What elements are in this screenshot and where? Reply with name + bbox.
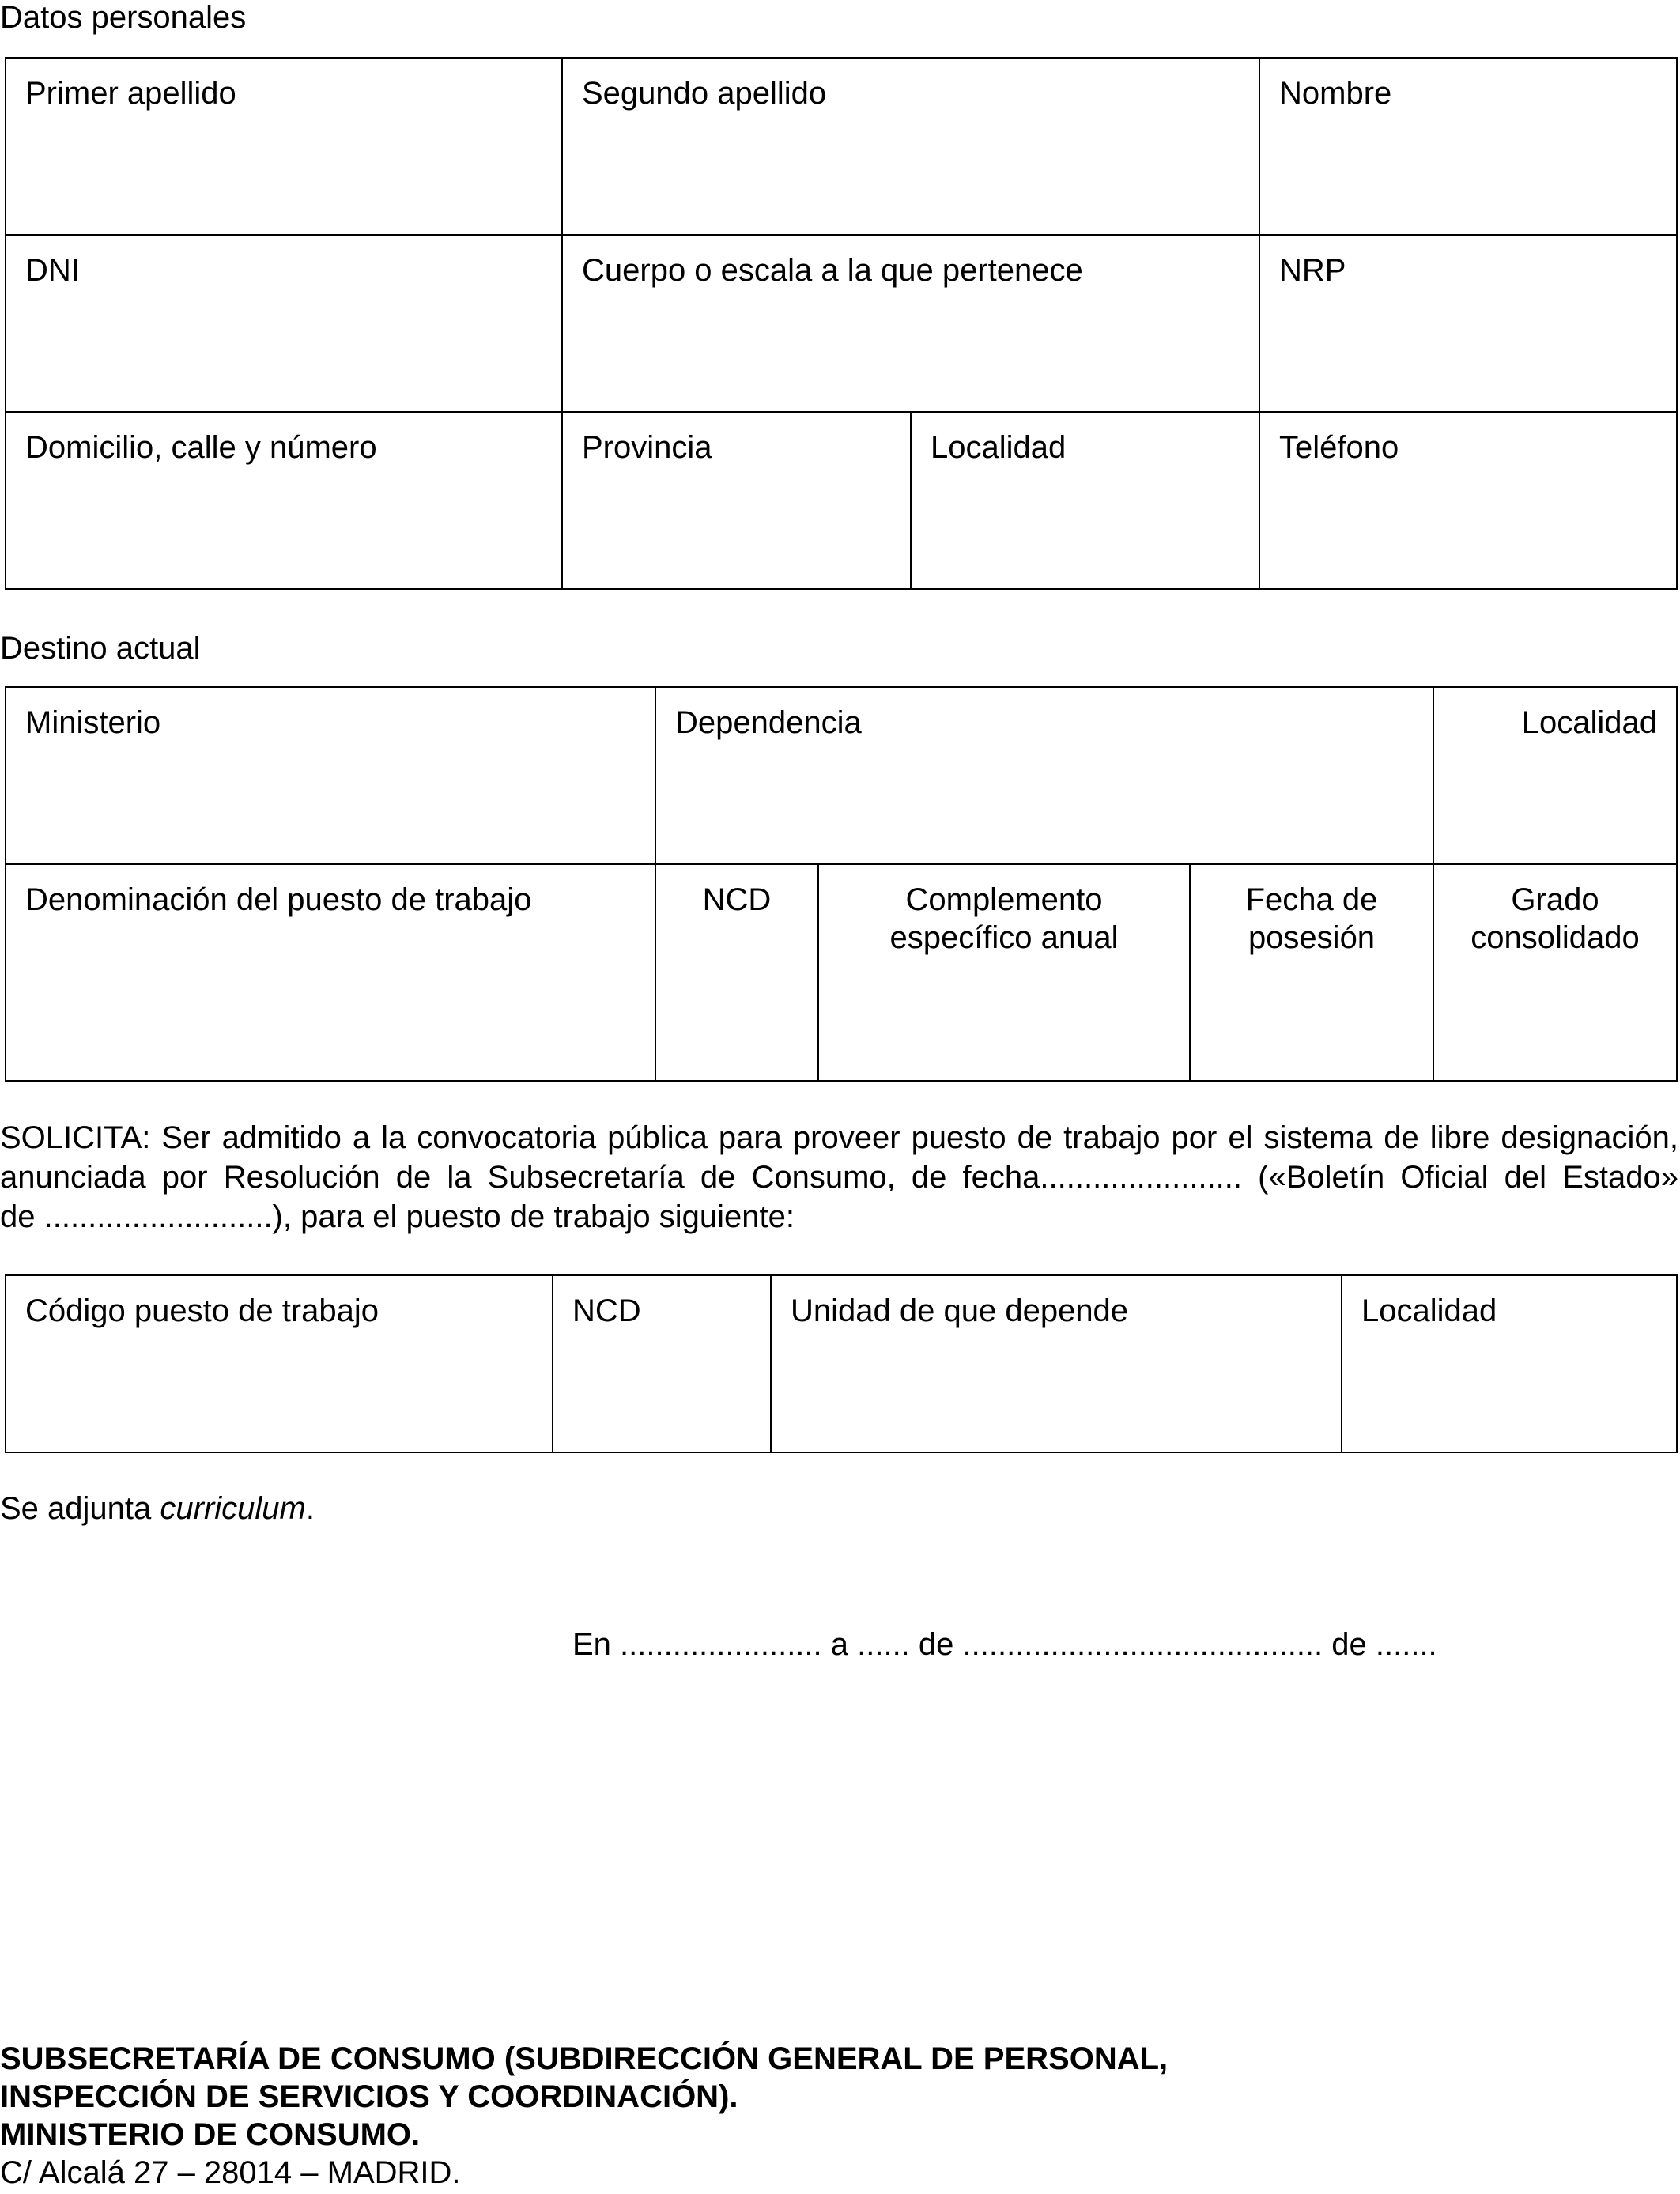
label-line: consolidado <box>1470 920 1640 955</box>
table-row <box>6 235 1677 412</box>
field-codigo-puesto[interactable]: Código puesto de trabajo <box>6 1275 553 1452</box>
attachment-prefix: Se adjunta <box>0 1491 160 1526</box>
field-segundo-apellido[interactable]: Segundo apellido <box>562 58 1259 235</box>
field-localidad[interactable]: Localidad <box>911 412 1259 589</box>
field-dni[interactable]: DNI <box>6 235 562 412</box>
footer-address <box>0 2040 1168 2192</box>
table-row <box>6 1275 1677 1452</box>
solicita-paragraph <box>0 1118 1678 1237</box>
paragraph-line: SOLICITA: Ser admitido a la convocatoria pública para proveer puesto de trabajo por el sistema de libre designación, <box>0 1120 1678 1155</box>
field-complemento-especifico[interactable] <box>818 864 1190 1081</box>
section-title-destino-actual: Destino actual <box>0 631 201 666</box>
field-unidad-depende[interactable]: Unidad de que depende <box>771 1275 1342 1452</box>
field-localidad-destino[interactable]: Localidad <box>1433 687 1677 864</box>
label-line: Fecha de <box>1245 882 1378 917</box>
field-cuerpo-escala[interactable]: Cuerpo o escala a la que pertenece <box>562 235 1259 412</box>
field-domicilio[interactable]: Domicilio, calle y número <box>6 412 562 589</box>
label-line: posesión <box>1248 920 1376 955</box>
field-dependencia[interactable]: Dependencia <box>655 687 1433 864</box>
label-line: Complemento <box>905 882 1103 917</box>
footer-line-2: INSPECCIÓN DE SERVICIOS Y COORDINACIÓN). <box>0 2079 738 2114</box>
field-grado-consolidado[interactable] <box>1433 864 1677 1081</box>
footer-line-1: SUBSECRETARÍA DE CONSUMO (SUBDIRECCIÓN GENERAL DE PERSONAL, <box>0 2041 1168 2076</box>
table-row <box>6 58 1677 235</box>
requested-post-table <box>5 1274 1678 1453</box>
field-telefono[interactable]: Teléfono <box>1259 412 1677 589</box>
field-ncd-solicitado[interactable]: NCD <box>553 1275 771 1452</box>
field-ncd[interactable]: NCD <box>655 864 818 1081</box>
field-denominacion-puesto[interactable]: Denominación del puesto de trabajo <box>6 864 655 1081</box>
field-localidad-solicitada[interactable]: Localidad <box>1342 1275 1677 1452</box>
attachment-suffix: . <box>305 1491 315 1526</box>
personal-data-table <box>5 57 1678 590</box>
date-line[interactable]: En ....................... a ...... de ......................................... de ....... <box>572 1627 1437 1662</box>
table-row <box>6 864 1677 1081</box>
table-row <box>6 412 1677 589</box>
field-fecha-posesion[interactable] <box>1190 864 1433 1081</box>
section-title-datos-personales: Datos personales <box>0 0 247 35</box>
field-provincia[interactable]: Provincia <box>562 412 911 589</box>
table-row <box>6 687 1677 864</box>
field-ministerio[interactable]: Ministerio <box>6 687 655 864</box>
footer-line-3: MINISTERIO DE CONSUMO. <box>0 2117 421 2152</box>
label-line: específico anual <box>889 920 1119 955</box>
current-post-table <box>5 686 1678 1082</box>
paragraph-line: de ..........................), para el puesto de trabajo siguiente: <box>0 1199 795 1234</box>
label-line: Grado <box>1511 882 1599 917</box>
field-primer-apellido[interactable]: Primer apellido <box>6 58 562 235</box>
footer-line-4: C/ Alcalá 27 – 28014 – MADRID. <box>0 2155 461 2190</box>
field-nombre[interactable]: Nombre <box>1259 58 1677 235</box>
attachment-note <box>0 1490 315 1527</box>
attachment-italic: curriculum <box>160 1491 306 1526</box>
field-nrp[interactable]: NRP <box>1259 235 1677 412</box>
paragraph-line: anunciada por Resolución de la Subsecretaría de Consumo, de fecha....................... («Boletín Oficial del Estado» <box>0 1160 1678 1195</box>
